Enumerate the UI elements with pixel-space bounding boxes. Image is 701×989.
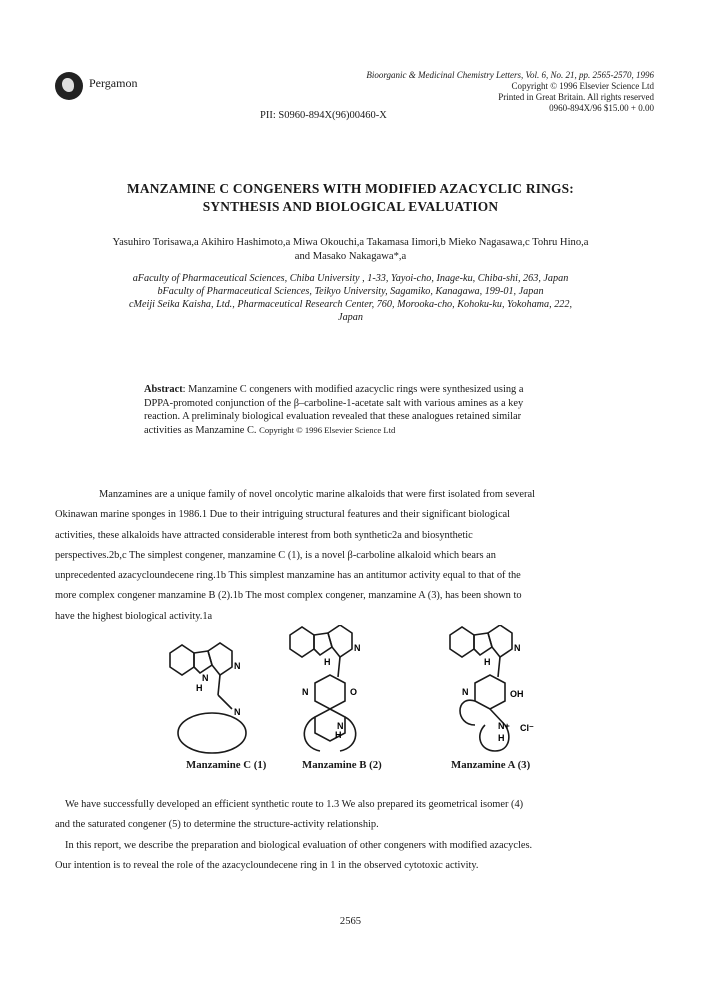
title-line-2: SYNTHESIS AND BIOLOGICAL EVALUATION (202, 199, 499, 214)
author-list (0, 236, 701, 264)
abstract (144, 383, 572, 437)
atom-label: N (462, 687, 469, 697)
publisher-name: Pergamon (89, 76, 138, 90)
affiliations (0, 272, 701, 324)
body-line: unprecedented azacycloundecene ring.1b This simplest manzamine has an antitumor activity equal to that of the (55, 570, 521, 582)
paper-title (0, 180, 701, 216)
azacycloundecene-ring (178, 713, 246, 753)
atom-label: O (350, 687, 358, 697)
title-line-1: MANZAMINE C CONGENERS WITH MODIFIED AZACYCLIC RINGS: (127, 181, 574, 196)
body-line: Our intention is to reveal the role of the azacycloundecene ring in 1 in the observed cytotoxic activity. (55, 859, 479, 871)
caption-manzamine-b: Manzamine B (2) (302, 759, 382, 771)
atom-label: H (484, 657, 491, 667)
atom-label: Cl⁻ (520, 723, 534, 733)
body-line: perspectives.2b,c The simplest congener, manzamine C (1), is a novel β-carboline alkaloid which bears an (55, 549, 496, 561)
atom-label: N (234, 707, 241, 717)
atom-label: N (234, 661, 241, 671)
atom-label: OH (510, 689, 524, 699)
atom-label: H (335, 730, 342, 740)
authors-line-1: Yasuhiro Torisawa,a Akihiro Hashimoto,a Miwa Okouchi,a Takamasa Iimori,b Mieko Nagasawa,c Tohru Hino,a (112, 237, 589, 248)
pyridine-ring (208, 643, 232, 675)
atom-label: N (202, 673, 209, 683)
atom-label: N+ (498, 721, 510, 731)
body-line: have the highest biological activity.1a (55, 610, 213, 622)
methods-paragraphs (55, 795, 648, 876)
abstract-copyright: Copyright © 1996 Elsevier Science Ltd (259, 424, 396, 435)
caption-manzamine-c: Manzamine C (1) (186, 759, 267, 771)
copyright-line: Copyright © 1996 Elsevier Science Ltd (511, 81, 654, 91)
atom-label: H (324, 657, 331, 667)
atom-label: N (337, 721, 344, 731)
abstract-line-3: reaction. A preliminaly biological evaluation revealed that these analogues retained similar (144, 411, 522, 422)
abstract-line-4: activities as Manzamine C. (144, 424, 257, 436)
abstract-line-2: DPPA-promoted conjunction of the β–carboline-1-acetate salt with various amines as a key (144, 397, 524, 409)
body-line: activities, these alkaloids have attracted considerable interest from both synthetic2a and biosynthetic (55, 529, 473, 541)
benzene-ring (170, 645, 194, 675)
caption-manzamine-a: Manzamine A (3) (451, 759, 531, 771)
body-line: In this report, we describe the preparation and biological evaluation of other congeners with modified azacycles. (65, 839, 533, 851)
printed-line: Printed in Great Britain. All rights reserved (498, 92, 654, 102)
body-line: Okinawan marine sponges in 1986.1 Due to their intriguing structural features and their significant biological (55, 509, 511, 521)
structures-figure (150, 625, 570, 755)
issn-line: 0960-894X/96 $15.00 + 0.00 (549, 103, 654, 113)
affiliation-c-line-1: cMeiji Seika Kaisha, Ltd., Pharmaceutical Research Center, 760, Morooka-cho, Kohoku-ku, Yokohama, 222, (128, 299, 573, 310)
atom-label: H (498, 733, 505, 743)
atom-label: N (354, 643, 361, 653)
affiliation-b: bFaculty of Pharmaceutical Sciences, Teikyo University, Sagamiko, Kanagawa, 199-01, Japan (157, 286, 544, 297)
pii-identifier: PII: S0960-894X(96)00460-X (260, 110, 387, 121)
body-line: We have successfully developed an efficient synthetic route to 1.3 We also prepared its geometrical isomer (4) (65, 799, 524, 810)
journal-citation: Bioorganic & Medicinal Chemistry Letters, Vol. 6, No. 21, pp. 2565-2570, 1996 (366, 70, 654, 80)
journal-info (366, 70, 654, 114)
atom-label: N (514, 643, 521, 653)
page-number: 2565 (339, 916, 362, 927)
atom-label: N (302, 687, 309, 697)
abstract-line-1: : Manzamine C congeners with modified azacyclic rings were synthesized using a (182, 384, 524, 395)
affiliation-a: aFaculty of Pharmaceutical Sciences, Chiba University , 1-33, Yayoi-cho, Inage-ku, Chiba-shi, 263, Japan (132, 273, 569, 284)
affiliation-c-line-2: Japan (338, 312, 363, 323)
pergamon-logo-icon (55, 72, 83, 100)
body-line: and the saturated congener (5) to determine the structure-activity relationship. (55, 819, 379, 831)
authors-line-2: and Masako Nakagawa*,a (294, 251, 407, 262)
body-line: more complex congener manzamine B (2).1b The most complex congener, manzamine A (3), has been shown to (55, 590, 522, 602)
intro-paragraph (55, 485, 648, 627)
body-line: Manzamines are a unique family of novel oncolytic marine alkaloids that were first isolated from several (99, 489, 535, 500)
atom-label: H (196, 683, 203, 693)
abstract-label: Abstract (144, 384, 183, 395)
